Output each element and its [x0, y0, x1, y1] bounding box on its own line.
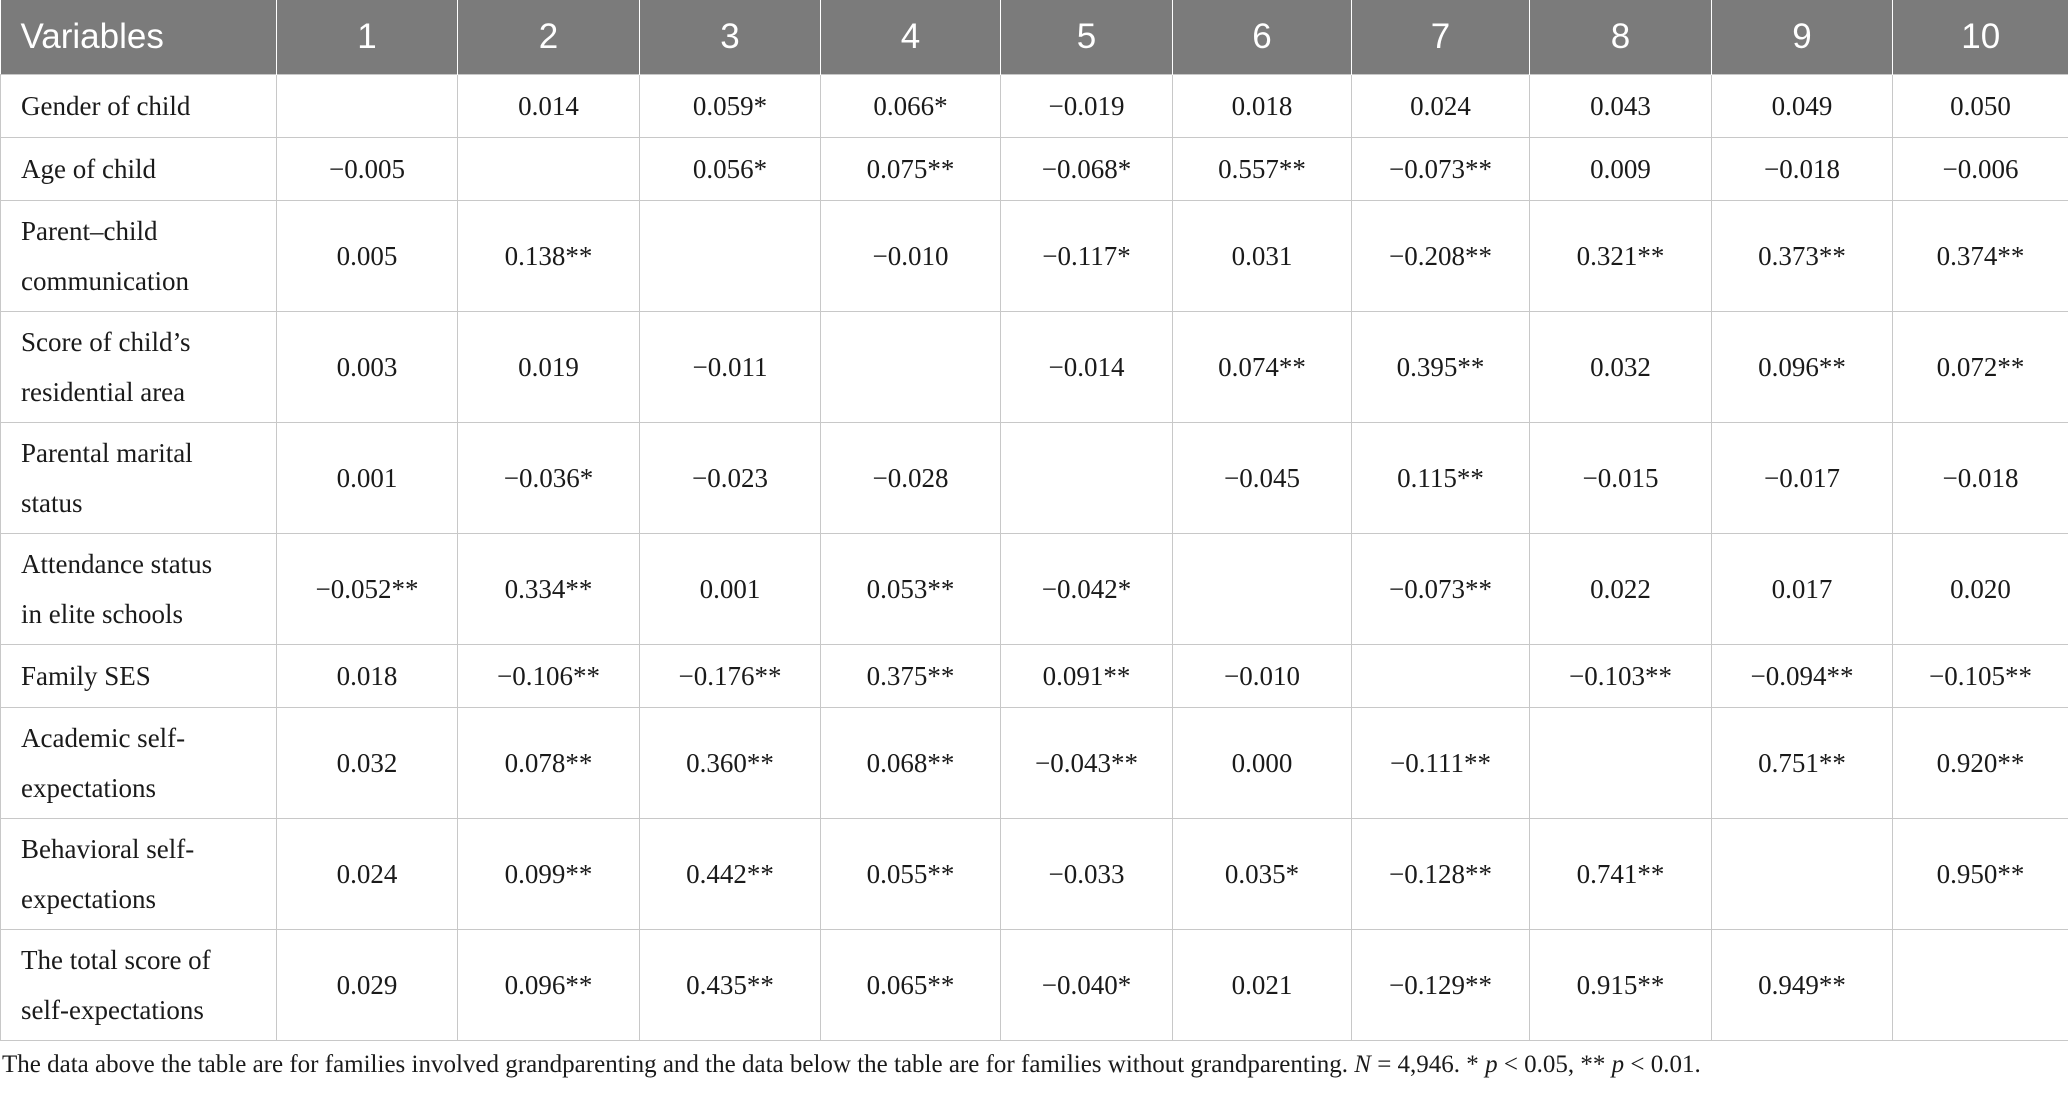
correlation-cell: [458, 138, 640, 201]
correlation-cell: 0.043: [1530, 75, 1712, 138]
correlation-cell: −0.106**: [458, 645, 640, 708]
correlation-cell: −0.103**: [1530, 645, 1712, 708]
correlation-cell: 0.055**: [821, 819, 1001, 930]
table-row: [1, 930, 2068, 1041]
correlation-cell: −0.028: [821, 423, 1001, 534]
correlation-cell: [821, 312, 1001, 423]
table-row: [1, 819, 2068, 930]
correlation-cell: 0.072**: [1893, 312, 2068, 423]
column-header-variables: Variables: [1, 0, 277, 75]
correlation-cell: 0.915**: [1530, 930, 1712, 1041]
correlation-cell: 0.020: [1893, 534, 2068, 645]
correlation-cell: 0.053**: [821, 534, 1001, 645]
column-header-9: 9: [1712, 0, 1893, 75]
correlation-cell: −0.010: [821, 201, 1001, 312]
correlation-cell: 0.024: [277, 819, 458, 930]
correlation-cell: −0.117*: [1001, 201, 1173, 312]
column-header-4: 4: [821, 0, 1001, 75]
correlation-cell: 0.003: [277, 312, 458, 423]
header-row: [1, 0, 2068, 75]
correlation-cell: −0.033: [1001, 819, 1173, 930]
correlation-cell: −0.068*: [1001, 138, 1173, 201]
correlation-cell: −0.036*: [458, 423, 640, 534]
row-label: Parent–child communication: [1, 201, 277, 312]
correlation-cell: −0.129**: [1352, 930, 1530, 1041]
correlation-cell: 0.442**: [640, 819, 821, 930]
correlation-cell: −0.005: [277, 138, 458, 201]
column-header-1: 1: [277, 0, 458, 75]
column-header-2: 2: [458, 0, 640, 75]
column-header-8: 8: [1530, 0, 1712, 75]
column-header-3: 3: [640, 0, 821, 75]
correlation-cell: 0.000: [1173, 708, 1352, 819]
correlation-cell: −0.014: [1001, 312, 1173, 423]
correlation-cell: −0.018: [1712, 138, 1893, 201]
correlation-cell: 0.035*: [1173, 819, 1352, 930]
footnote-p-symbol-1: p: [1485, 1051, 1498, 1078]
correlation-cell: [1173, 534, 1352, 645]
correlation-cell: 0.920**: [1893, 708, 2068, 819]
correlation-cell: −0.208**: [1352, 201, 1530, 312]
correlation-cell: [1530, 708, 1712, 819]
correlation-cell: 0.741**: [1530, 819, 1712, 930]
footnote-text-2: = 4,946. *: [1370, 1051, 1486, 1078]
correlation-cell: 0.024: [1352, 75, 1530, 138]
correlation-cell: 0.074**: [1173, 312, 1352, 423]
correlation-cell: −0.010: [1173, 645, 1352, 708]
correlation-cell: −0.015: [1530, 423, 1712, 534]
correlation-cell: −0.042*: [1001, 534, 1173, 645]
correlation-cell: 0.557**: [1173, 138, 1352, 201]
correlation-cell: [1893, 930, 2068, 1041]
correlation-cell: [640, 201, 821, 312]
correlation-cell: −0.023: [640, 423, 821, 534]
correlation-cell: 0.751**: [1712, 708, 1893, 819]
correlation-cell: 0.435**: [640, 930, 821, 1041]
correlation-cell: 0.032: [1530, 312, 1712, 423]
correlation-cell: 0.050: [1893, 75, 2068, 138]
correlation-cell: 0.078**: [458, 708, 640, 819]
row-label: Family SES: [1, 645, 277, 708]
correlation-cell: 0.096**: [458, 930, 640, 1041]
correlation-cell: 0.018: [277, 645, 458, 708]
correlation-cell: 0.022: [1530, 534, 1712, 645]
table-row: [1, 312, 2068, 423]
correlation-cell: 0.014: [458, 75, 640, 138]
correlation-cell: 0.115**: [1352, 423, 1530, 534]
table-row: [1, 75, 2068, 138]
footnote-text-4: < 0.01.: [1624, 1051, 1701, 1078]
correlation-cell: 0.373**: [1712, 201, 1893, 312]
correlation-cell: 0.001: [640, 534, 821, 645]
column-header-6: 6: [1173, 0, 1352, 75]
correlation-cell: −0.011: [640, 312, 821, 423]
correlation-cell: −0.018: [1893, 423, 2068, 534]
correlation-cell: 0.321**: [1530, 201, 1712, 312]
correlation-cell: 0.019: [458, 312, 640, 423]
correlation-cell: 0.017: [1712, 534, 1893, 645]
correlation-cell: −0.111**: [1352, 708, 1530, 819]
correlation-cell: 0.065**: [821, 930, 1001, 1041]
table-row: [1, 708, 2068, 819]
correlation-cell: [1712, 819, 1893, 930]
correlation-cell: −0.073**: [1352, 534, 1530, 645]
row-label: Academic self- expectations: [1, 708, 277, 819]
correlation-cell: −0.052**: [277, 534, 458, 645]
correlation-cell: 0.360**: [640, 708, 821, 819]
footnote-p-symbol-2: p: [1611, 1051, 1625, 1078]
row-label: Parental marital status: [1, 423, 277, 534]
correlation-cell: 0.950**: [1893, 819, 2068, 930]
correlation-cell: 0.068**: [821, 708, 1001, 819]
table-row: [1, 645, 2068, 708]
correlation-cell: 0.096**: [1712, 312, 1893, 423]
correlation-cell: 0.049: [1712, 75, 1893, 138]
correlation-cell: 0.949**: [1712, 930, 1893, 1041]
correlation-cell: −0.017: [1712, 423, 1893, 534]
correlation-cell: 0.031: [1173, 201, 1352, 312]
correlation-cell: 0.066*: [821, 75, 1001, 138]
correlation-cell: [1001, 423, 1173, 534]
correlation-cell: 0.375**: [821, 645, 1001, 708]
correlation-cell: [1352, 645, 1530, 708]
table-footnote: [2, 1051, 1701, 1079]
correlation-cell: 0.021: [1173, 930, 1352, 1041]
correlation-cell: [277, 75, 458, 138]
row-label: Behavioral self- expectations: [1, 819, 277, 930]
correlation-cell: −0.094**: [1712, 645, 1893, 708]
row-label: Score of child’s residential area: [1, 312, 277, 423]
correlation-cell: 0.099**: [458, 819, 640, 930]
table-row: [1, 534, 2068, 645]
correlation-cell: 0.395**: [1352, 312, 1530, 423]
correlation-cell: −0.006: [1893, 138, 2068, 201]
correlation-cell: 0.056*: [640, 138, 821, 201]
correlation-cell: −0.040*: [1001, 930, 1173, 1041]
column-header-10: 10: [1893, 0, 2068, 75]
correlation-cell: 0.001: [277, 423, 458, 534]
row-label: Gender of child: [1, 75, 277, 138]
correlation-cell: −0.043**: [1001, 708, 1173, 819]
correlation-cell: 0.032: [277, 708, 458, 819]
correlation-cell: −0.045: [1173, 423, 1352, 534]
footnote-text-1: The data above the table are for families involved grandparenting and the data below the table are for families without grandparenting.: [2, 1051, 1355, 1078]
correlation-cell: 0.334**: [458, 534, 640, 645]
table-row: [1, 423, 2068, 534]
correlation-cell: −0.128**: [1352, 819, 1530, 930]
row-label: The total score of self-expectations: [1, 930, 277, 1041]
footnote-n-symbol: N: [1354, 1051, 1371, 1078]
row-label: Attendance status in elite schools: [1, 534, 277, 645]
row-label: Age of child: [1, 138, 277, 201]
footnote-text-3: < 0.05, **: [1497, 1051, 1612, 1078]
correlation-cell: −0.073**: [1352, 138, 1530, 201]
correlation-cell: 0.005: [277, 201, 458, 312]
column-header-7: 7: [1352, 0, 1530, 75]
correlation-cell: −0.176**: [640, 645, 821, 708]
correlation-cell: 0.059*: [640, 75, 821, 138]
correlation-cell: 0.075**: [821, 138, 1001, 201]
correlation-cell: −0.019: [1001, 75, 1173, 138]
correlation-cell: 0.018: [1173, 75, 1352, 138]
table-row: [1, 201, 2068, 312]
correlation-cell: 0.029: [277, 930, 458, 1041]
column-header-5: 5: [1001, 0, 1173, 75]
table-row: [1, 138, 2068, 201]
correlation-cell: 0.138**: [458, 201, 640, 312]
correlation-cell: −0.105**: [1893, 645, 2068, 708]
correlation-cell: 0.374**: [1893, 201, 2068, 312]
correlation-cell: 0.009: [1530, 138, 1712, 201]
correlation-cell: 0.091**: [1001, 645, 1173, 708]
